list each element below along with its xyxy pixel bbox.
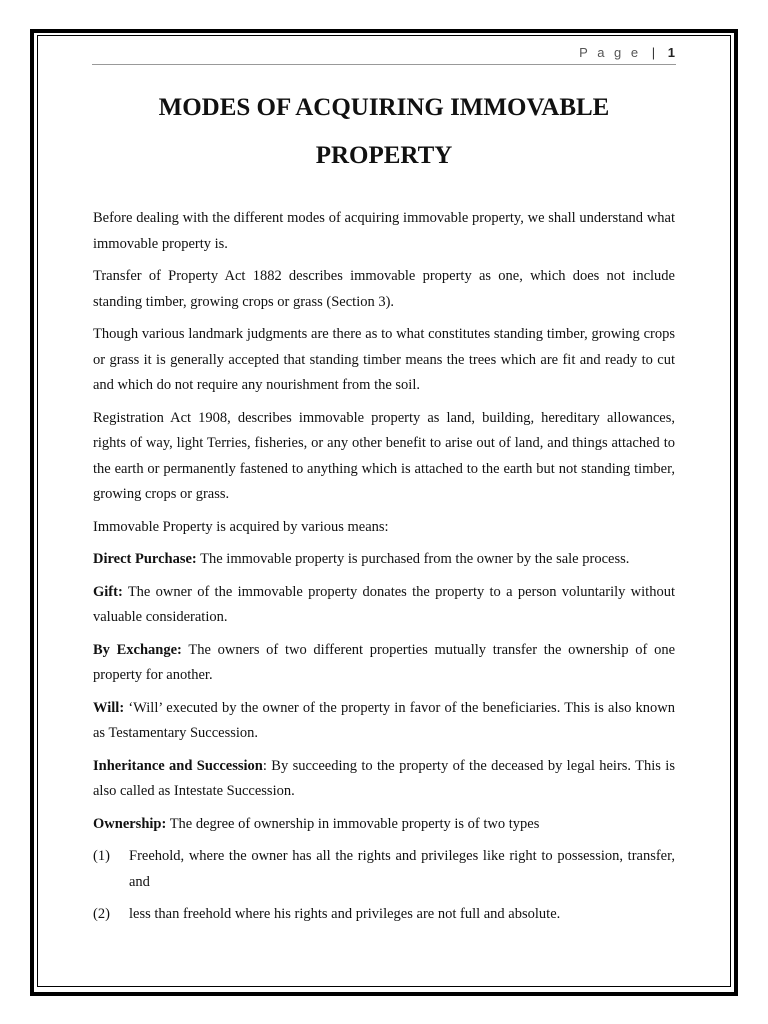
mode-term: Inheritance and Succession [93,757,263,774]
mode-text: : By succeeding to the property of the deceased by legal heirs. This is also called as Intestate Succession. [93,757,675,799]
mode-term: Ownership: [93,815,167,832]
mode-text: The owner of the immovable property donates the property to a person voluntarily without valuable consideration. [93,583,675,625]
header-rule [92,64,676,65]
mode-term: Will: [93,699,125,716]
mode-exchange [93,638,675,689]
paragraph: Transfer of Property Act 1882 describes immovable property as one, which does not include standing timber, growing crops or grass (Section 3). [93,268,675,310]
mode-gift [93,580,675,631]
title-line-2: PROPERTY [315,142,453,169]
mode-direct-purchase [93,547,675,573]
mode-term: By Exchange: [93,641,182,658]
page-number: 1 [667,45,675,60]
mode-text: The immovable property is purchased from the owner by the sale process. [196,551,630,567]
mode-will [93,696,675,747]
list-number: (1) [93,848,110,864]
page-separator: | [651,45,659,60]
paragraph: Registration Act 1908, describes immovable property as land, building, hereditary allowances, rights of way, light Terries, fisheries, or any other benefit to arise out of land, and things attached to the earth or permanently fastened to anything which is attached to the earth but not standing timber, growing crops or grass. [93,409,675,502]
paragraph: Before dealing with the different modes of acquiring immovable property, we shall understand what immovable property is. [93,210,675,252]
mode-term: Gift: [93,583,123,600]
mode-inheritance [93,754,675,805]
paragraph: Immovable Property is acquired by various means: [93,518,389,535]
mode-text: The owners of two different properties mutually transfer the ownership of one property for another. [93,641,675,683]
mode-text: ‘Will’ executed by the owner of the property in favor of the beneficiaries. This is also known as Testamentary Succession. [93,699,675,741]
page-header [579,45,675,60]
list-text: Freehold, where the owner has all the rights and privileges like right to possession, transfer, and [129,848,675,890]
document-title [92,84,676,180]
title-line-1: MODES OF ACQUIRING IMMOVABLE [158,94,610,121]
ownership-type-item [93,902,675,928]
mode-text: The degree of ownership in immovable property is of two types [166,815,540,832]
ownership-type-item [93,844,675,895]
paragraph: Though various landmark judgments are there as to what constitutes standing timber, growing crops or grass it is generally accepted that standing timber means the trees which are fit and ready to cut and which do not require any nourishment from the soil. [93,326,675,393]
document-body [93,206,675,935]
list-number: (2) [93,906,110,922]
mode-ownership [93,812,675,838]
page-label: P a g e [579,45,642,60]
list-text: less than freehold where his rights and privileges are not full and absolute. [129,906,561,922]
mode-term: Direct Purchase: [93,551,197,567]
